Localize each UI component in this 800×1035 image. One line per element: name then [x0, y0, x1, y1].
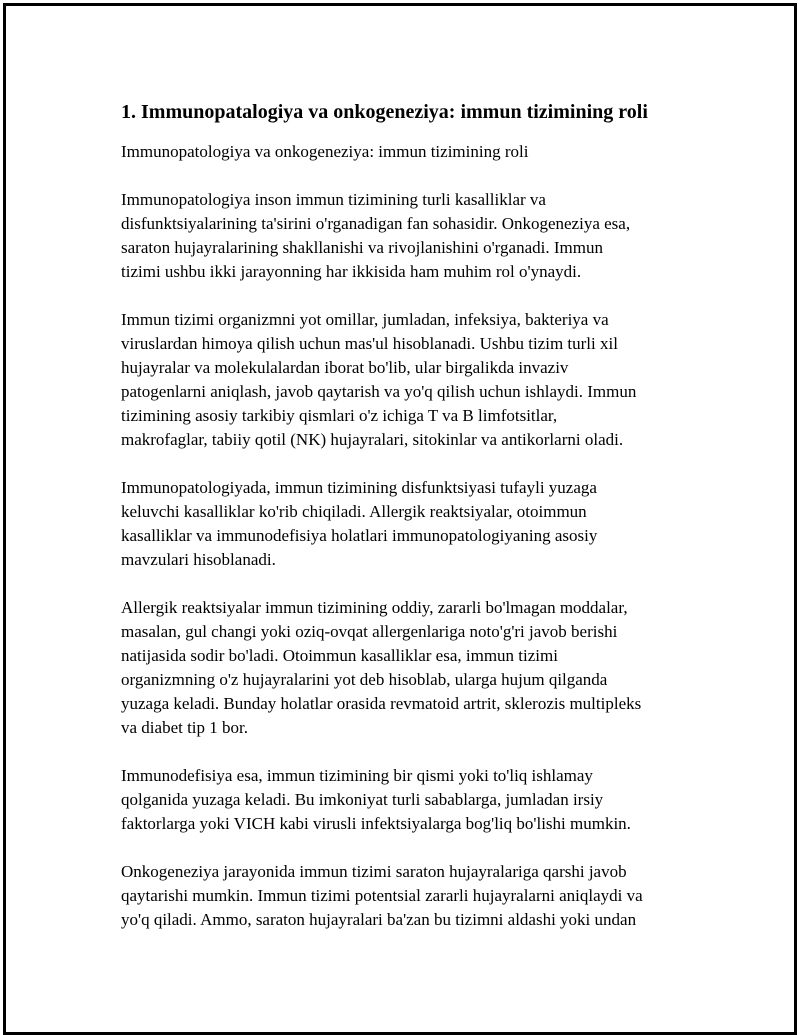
paragraph-line: tizimining asosiy tarkibiy qismlari o'z ichiga T va B limfotsitlar,	[121, 406, 558, 425]
paragraph-line: organizmning o'z hujayralarini yot deb hisoblab, ularga hujum qilganda	[121, 670, 608, 689]
paragraph-line: kasalliklar va immunodefisiya holatlari immunopatologiyaning asosiy	[121, 526, 598, 545]
paragraph-line: masalan, gul changi yoki oziq-ovqat allergenlariga noto'g'ri javob berishi	[121, 622, 618, 641]
paragraph-line: viruslardan himoya qilish uchun mas'ul hisoblanadi. Ushbu tizim turli xil	[121, 334, 618, 353]
paragraph-line: disfunktsiyalarining ta'sirini o'rganadigan fan sohasidir. Onkogeneziya esa,	[121, 214, 631, 233]
paragraph-line: Allergik reaktsiyalar immun tizimining oddiy, zararli bo'lmagan moddalar,	[121, 598, 628, 617]
document-subtitle: Immunopatologiya va onkogeneziya: immun tizimining roli	[121, 142, 529, 161]
paragraph-line: makrofaglar, tabiiy qotil (NK) hujayralari, sitokinlar va antikorlarni oladi.	[121, 430, 624, 449]
paragraph	[121, 188, 696, 284]
paragraph-line: faktorlarga yoki VICH kabi virusli infektsiyalarga bog'liq bo'lishi mumkin.	[121, 814, 631, 833]
paragraph	[121, 476, 696, 572]
paragraph-line: tizimi ushbu ikki jarayonning har ikkisida ham muhim rol o'ynaydi.	[121, 262, 582, 281]
paragraph-line: patogenlarni aniqlash, javob qaytarish va yo'q qilish uchun ishlaydi. Immun	[121, 382, 637, 401]
paragraph	[121, 860, 696, 932]
paragraph-line: yo'q qiladi. Ammo, saraton hujayralari ba'zan bu tizimni aldashi yoki undan	[121, 910, 637, 929]
paragraph-line: mavzulari hisoblanadi.	[121, 550, 276, 569]
paragraph-line: yuzaga keladi. Bunday holatlar orasida revmatoid artrit, sklerozis multipleks	[121, 694, 642, 713]
paragraph-line: hujayralar va molekulalardan iborat bo'lib, ular birgalikda invaziv	[121, 358, 569, 377]
paragraph	[121, 596, 696, 740]
document-title: 1. Immunopatalogiya va onkogeneziya: immun tizimining roli	[121, 101, 648, 123]
paragraph-line: qaytarishi mumkin. Immun tizimi potentsial zararli hujayralarni aniqlaydi va	[121, 886, 643, 905]
paragraph-line: saraton hujayralarining shakllanishi va rivojlanishini o'rganadi. Immun	[121, 238, 603, 257]
page-frame	[3, 3, 797, 1035]
paragraph-line: natijasida sodir bo'ladi. Otoimmun kasalliklar esa, immun tizimi	[121, 646, 558, 665]
document-body	[121, 98, 696, 956]
paragraph-line: Immunodefisiya esa, immun tizimining bir qismi yoki to'liq ishlamay	[121, 766, 593, 785]
paragraph-list	[121, 188, 696, 932]
paragraph-line: qolganida yuzaga keladi. Bu imkoniyat turli sabablarga, jumladan irsiy	[121, 790, 604, 809]
paragraph-line: Immun tizimi organizmni yot omillar, jumladan, infeksiya, bakteriya va	[121, 310, 609, 329]
paragraph-line: keluvchi kasalliklar ko'rib chiqiladi. Allergik reaktsiyalar, otoimmun	[121, 502, 587, 521]
paragraph-line: Immunopatologiya inson immun tizimining turli kasalliklar va	[121, 190, 546, 209]
paragraph-line: Immunopatologiyada, immun tizimining disfunktsiyasi tufayli yuzaga	[121, 478, 597, 497]
paragraph	[121, 764, 696, 836]
paragraph-line: Onkogeneziya jarayonida immun tizimi saraton hujayralariga qarshi javob	[121, 862, 627, 881]
paragraph-line: va diabet tip 1 bor.	[121, 718, 249, 737]
paragraph	[121, 308, 696, 452]
